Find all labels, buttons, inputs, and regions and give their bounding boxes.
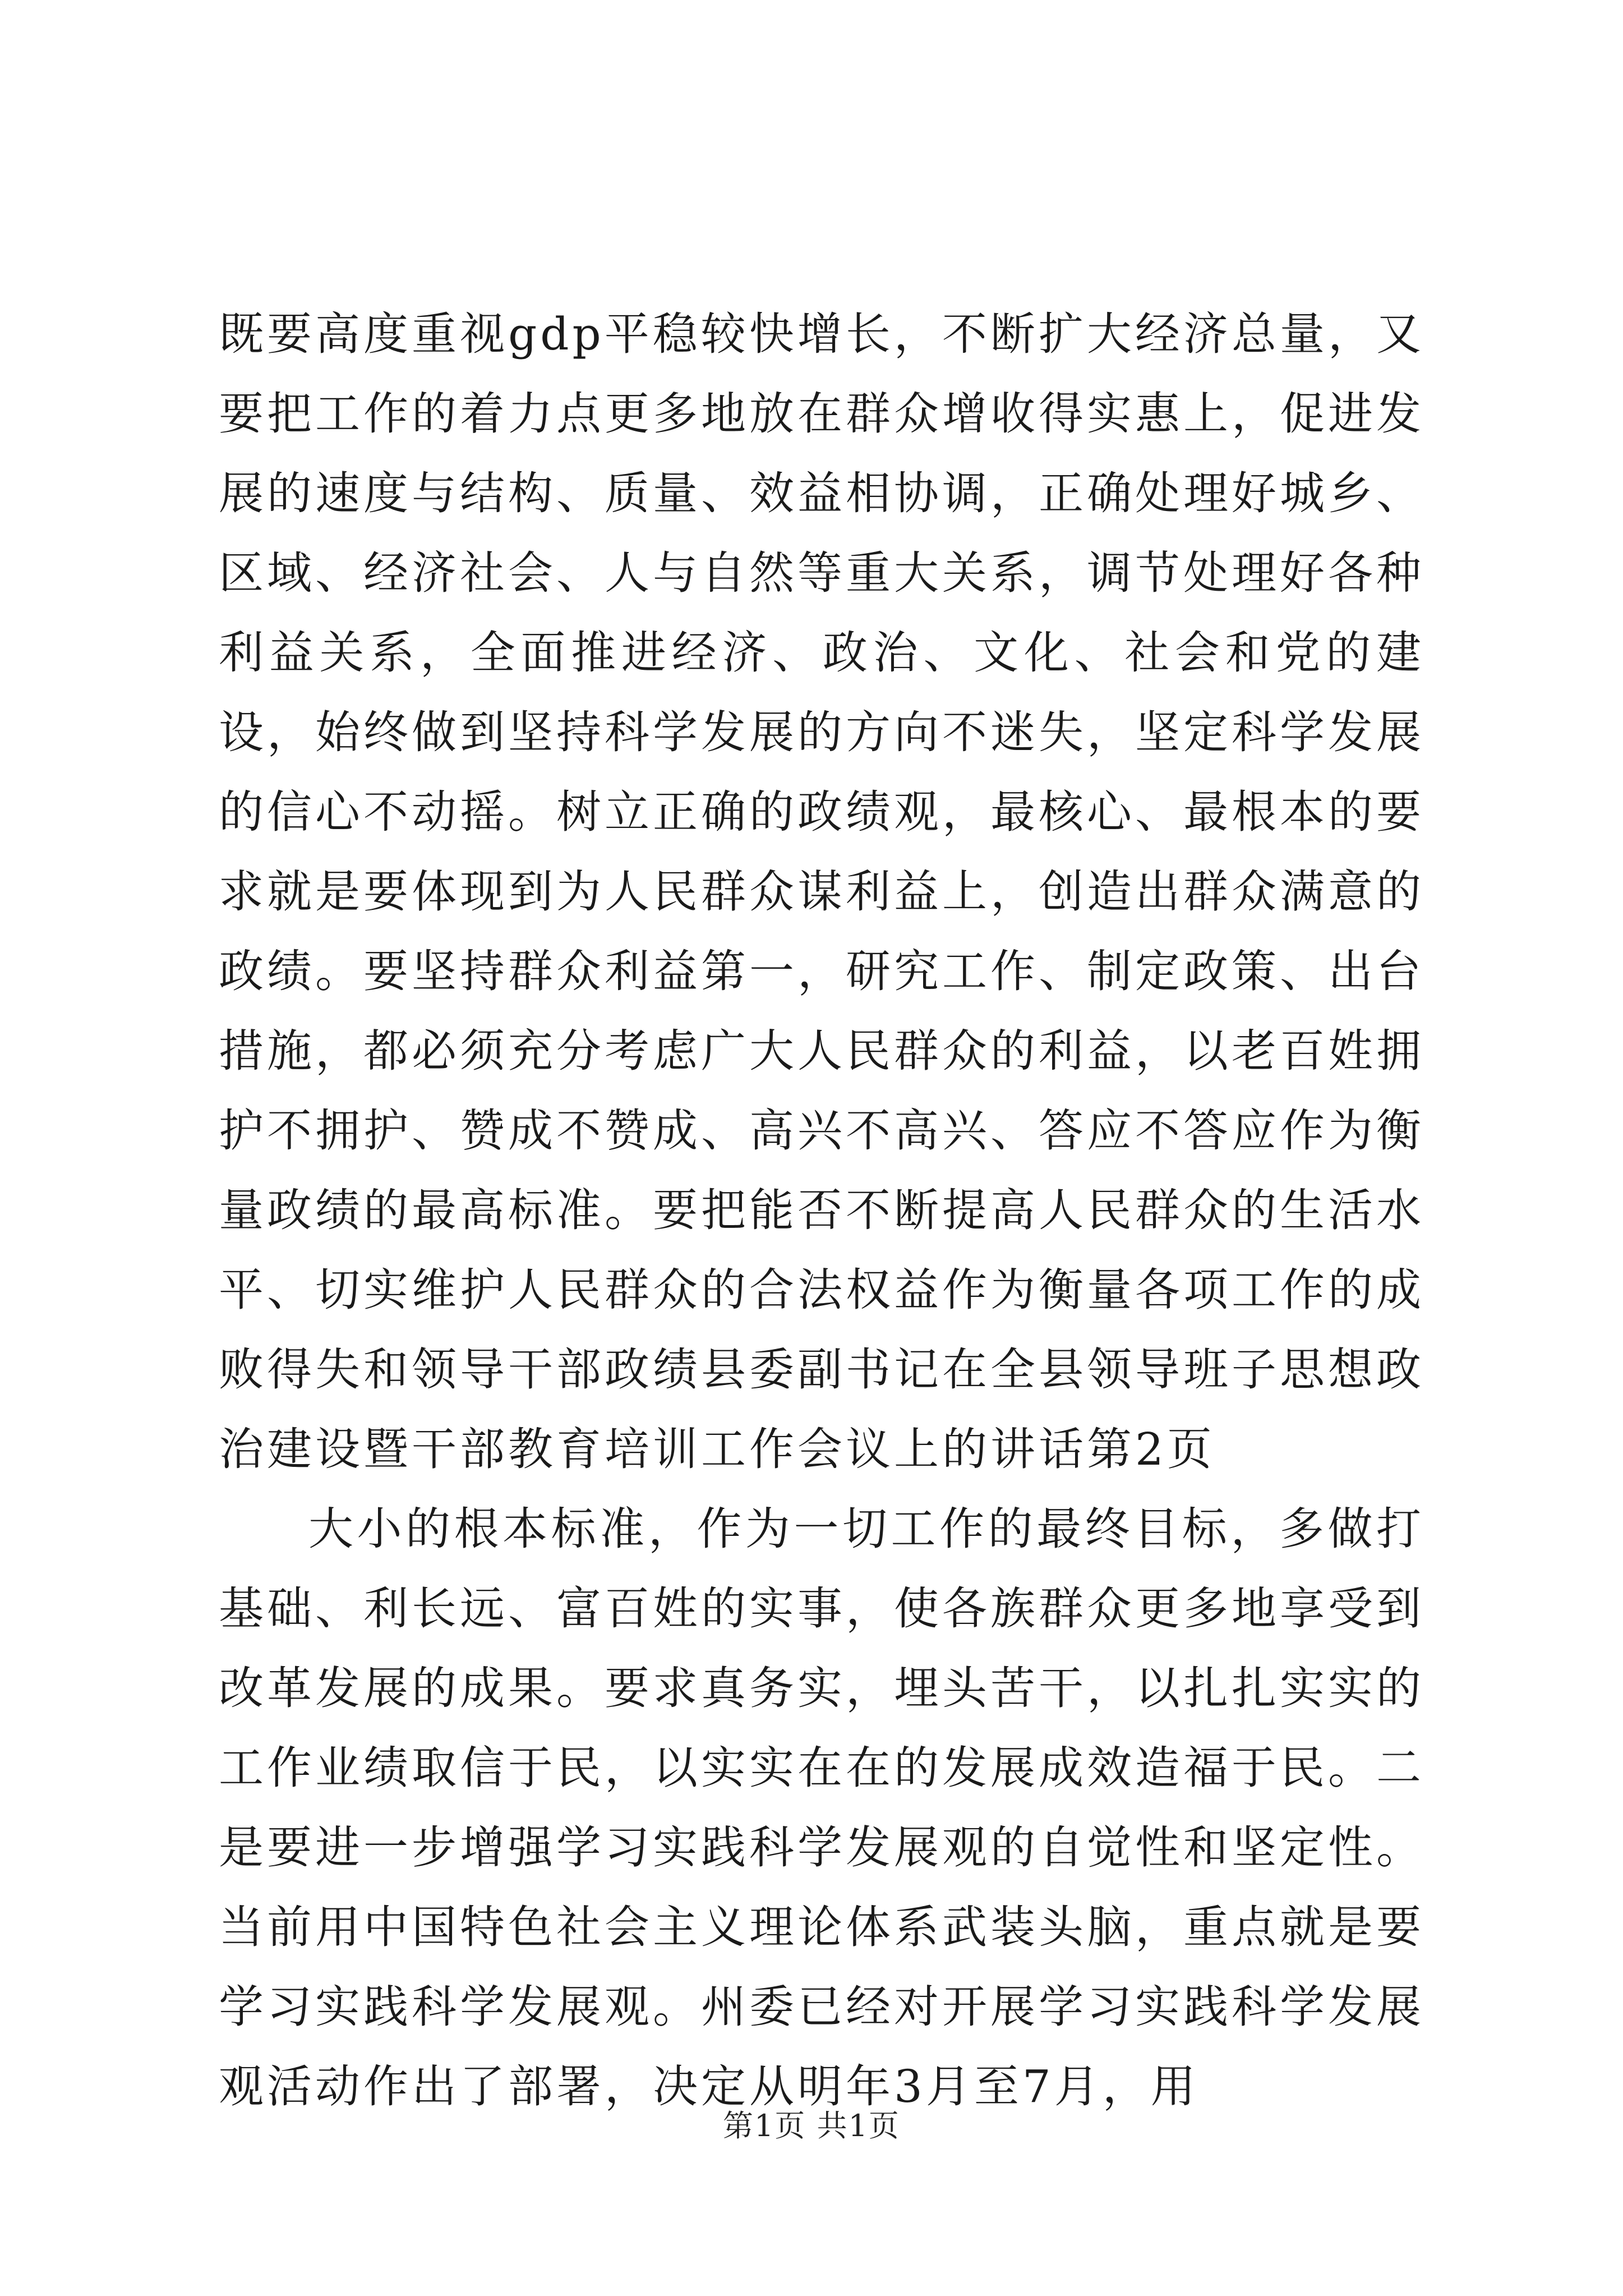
page-number-indicator: 第1页 共1页 [723, 2108, 900, 2143]
page-footer [0, 2106, 1623, 2146]
body-paragraph-2: 大小的根本标准，作为一切工作的最终目标，多做打基础、利长远、富百姓的实事，使各族群众更多地享受到改革发展的成果。要求真务实，埋头苦干，以扎扎实实的工作业绩取信于民，以实实在在的发展成效造福于民。二是要进一步增强学习实践科学发展观的自觉性和坚定性。当前用中国特色社会主义理论体系武装头脑，重点就是要学习实践科学发展观。州委已经对开展学习实践科学发展观活动作出了部署，决定从明年3月至7月，用 [219, 1503, 1424, 2113]
body-paragraph-1: 既要高度重视gdp平稳较快增长，不断扩大经济总量，又要把工作的着力点更多地放在群众增收得实惠上，促进发展的速度与结构、质量、效益相协调，正确处理好城乡、区域、经济社会、人与自然等重大关系，调节处理好各种利益关系，全面推进经济、政治、文化、社会和党的建设，始终做到坚持科学发展的方向不迷失，坚定科学发展的信心不动摇。树立正确的政绩观，最核心、最根本的要求就是要体现到为人民群众谋利益上，创造出群众满意的政绩。要坚持群众利益第一，研究工作、制定政策、出台措施，都必须充分考虑广大人民群众的利益，以老百姓拥护不拥护、赞成不赞成、高兴不高兴、答应不答应作为衡量政绩的最高标准。要把能否不断提高人民群众的生活水平、切实维护人民群众的合法权益作为衡量各项工作的成败得失和领导干部政绩县委副书记在全县领导班子思想政治建设暨干部教育培训工作会议上的讲话第2页 [219, 308, 1424, 1475]
document-body [219, 295, 1424, 2127]
